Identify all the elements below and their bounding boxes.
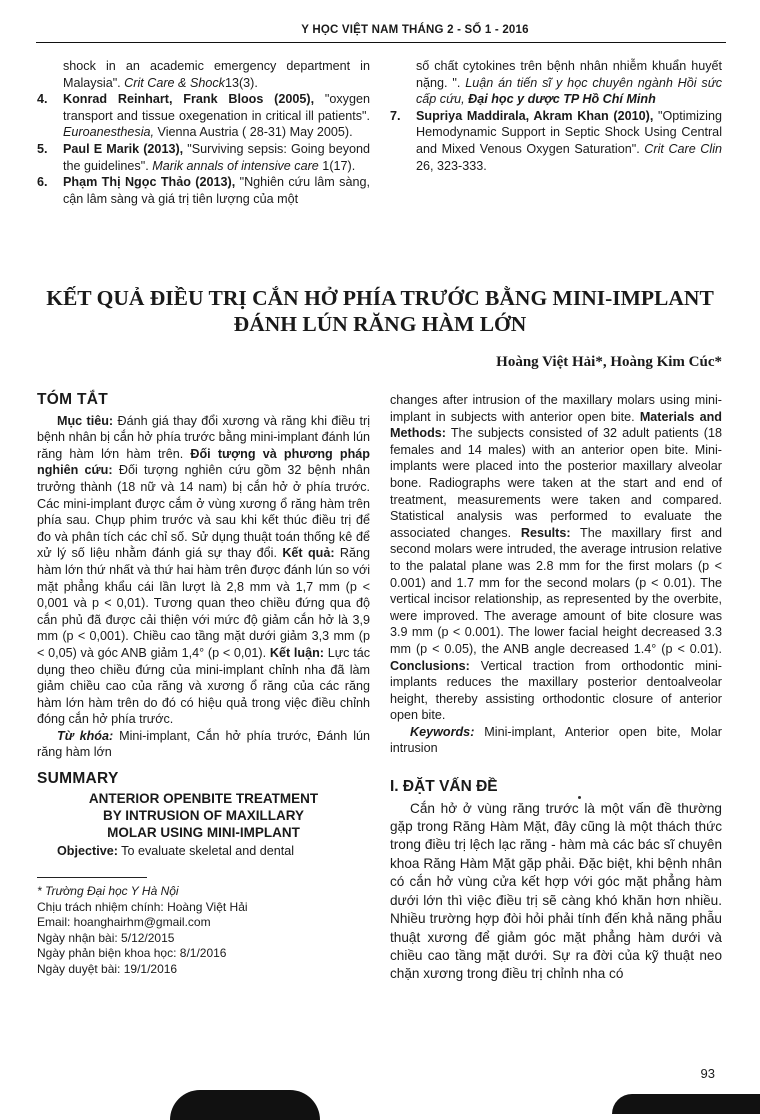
reference-4: 4. Konrad Reinhart, Frank Bloos (2005), "oxygen transport and tissue oxegenation in critical ill patients". Euroanesthesia, Vienna Austria ( 28-31) May 2005).	[37, 92, 370, 140]
references-right	[390, 58, 722, 174]
footnote: * Trường Đại học Y Hà Nội Chịu trách nhiệm chính: Hoàng Việt Hải Email: hoanghairhm@gmail.com Ngày nhận bài: 5/12/2015 Ngày phản biện khoa học: 8/1/2016 Ngày duyệt bài: 19/1/2016	[37, 884, 248, 976]
summary-objective: Objective: To evaluate skeletal and dental	[57, 843, 295, 858]
reference-7: 7. Supriya Maddirala, Akram Khan (2010), "Optimizing Hemodynamic Support in Septic Shock Using Central and Mixed Venous Oxygen Saturation". Crit Care Clin 26, 323-333.	[390, 108, 723, 173]
footnote-rule	[37, 877, 147, 878]
scan-speck	[578, 796, 581, 799]
abstract-heading: TÓM TẮT	[37, 391, 108, 408]
article-authors: Hoàng Việt Hải*, Hoàng Kim Cúc*	[496, 354, 722, 370]
article-title-line-1: KẾT QUẢ ĐIỀU TRỊ CẮN HỞ PHÍA TRƯỚC BẰNG MINI-IMPLANT	[46, 286, 714, 310]
keywords-vietnamese: Từ khóa: Mini-implant, Cắn hở phía trước, Đánh lún răng hàm lớn	[37, 728, 370, 760]
summary-heading: SUMMARY	[37, 770, 119, 788]
intro-heading: I. ĐẶT VẤN ĐỀ	[390, 778, 498, 796]
summary-title: ANTERIOR OPENBITE TREATMENT BY INTRUSION OF MAXILLARY MOLAR USING MINI-IMPLANT	[88, 790, 319, 840]
abstract-right-column	[390, 392, 722, 984]
article-title	[40, 285, 720, 337]
scan-artifact-left	[170, 1090, 320, 1120]
scan-artifact-right	[612, 1094, 760, 1114]
reference-5: 5. Paul E Marik (2013), "Surviving sepsis: Going beyond the guidelines". Marik annals of intensive care 1(17).	[37, 141, 371, 173]
intro-paragraph: Cắn hở ở vùng răng trước là một vấn đề thường gặp trong Răng Hàm Mặt, đây cũng là một thách thức trong điều trị lệch lạc răng - hàm mà các bác sĩ chuyên khoa Răng Hàm Mặt gặp phải. Đặc biệt, khi bệnh nhân có cắn hở vùng cửa kết hợp với góc mặt phẳng hàm dưới lớn thì việc điều trị sẽ càng khó khăn hơn nhiều. Nhiều trường hợp đòi hỏi phải tính đến khả năng phẫu thuật xương để giảm góc mặt phẳng hàm dưới và chiều cao tầng mặt dưới. Sự ra đời của kỹ thuật neo chặn xương trong điều trị chỉnh nha có	[390, 800, 722, 982]
reference-6-cont: số chất cytokines trên bệnh nhân nhiễm khuẩn huyết nặng. ". Luận án tiến sĩ y học chuyên ngành Hồi sức cấp cứu, Đại học y dược TP Hồ Chí Minh	[416, 59, 723, 107]
references-left	[37, 58, 370, 207]
abstract-left-column	[37, 392, 370, 977]
header-rule	[36, 42, 726, 43]
running-header: Y HỌC VIỆT NAM THÁNG 2 - SỐ 1 - 2016	[301, 24, 529, 36]
keywords-english: Keywords: Mini-implant, Anterior open bite, Molar intrusion	[390, 724, 722, 756]
reference-3-cont: shock in an academic emergency department in Malaysia". Crit Care & Shock13(3).	[63, 59, 370, 90]
reference-6: 6. Phạm Thị Ngọc Thảo (2013), "Nghiên cứu lâm sàng, cận lâm sàng và giá trị tiên lượng của một	[37, 175, 370, 206]
abstract-english: changes after intrusion of the maxillary molars using mini-implant in subjects with anterior open bite. Materials and Methods: The subjects consisted of 32 adult patients (18 females and 14 males) with an anterior open bite. Mini-implants were placed into the posterior maxillary alveolar bone. Radiographs were taken at the start and end of treatment, measurements were taken and compared. Statistical analysis was performed to evaluate the associated changes. Results: The maxillary first and second molars were intruded, the average intrusion relative to the palatal plane was 2.8 mm for the first molars (p < 0.001) and 1.7 mm for the second molars (p < 0.01). The vertical incisor relationship, as represented by the overbite, were improved. The average amount of bite closure was 3.9 mm (p < 0.001). The lower facial height decreased 3.3 mm (p < 0.05), the ANB angle decreased 1.4° (p < 0.01). Conclusions: Vertical traction from orthodontic mini-implants reduces the maxillary posterior dentoalveolar height, thereby assisting orthodontic closure of anterior open bite.	[390, 393, 722, 723]
article-title-line-2: ĐÁNH LÚN RĂNG HÀM LỚN	[233, 312, 527, 336]
abstract-vietnamese: Mục tiêu: Đánh giá thay đổi xương và răng khi điều trị bệnh nhân bị cắn hở phía trước bằng mini-implant đánh lún răng hàm lớn hàm trên. Đối tượng và phương pháp nghiên cứu: Đối tượng nghiên cứu gồm 32 bệnh nhân trưởng thành (18 nữ và 14 nam) bị cắn hở ở phía trước. Các mini-implant được cắm ở vùng xương ổ răng hàm trên phía sau. Chụp phim trước và sau khi kết thúc điều trị để đo và phân tích các chỉ số. Sử dụng thuật toán thống kê để xử lý số liệu nhằm đánh giá sự thay đổi. Kết quả: Răng hàm lớn thứ nhất và thứ hai hàm trên được đánh lún so với mặt phẳng khẩu cái lần lượt là 2,8 mm và 1,7 mm (p < 0,001 và p < 0,01). Tương quan theo chiều đứng qua độ cắn phủ đã được cải thiện với mức độ giảm cắn hở là 3,9 mm (p < 0,001). Chiều cao tầng mặt dưới giảm 3,3 mm (p < 0,05) và góc ANB giảm 1,4° (p < 0,01). Kết luận: Lực tác dụng theo chiều đứng của mini-implant chỉnh nha đã làm giảm chiều cao của răng và xương ổ răng của các răng hàm lớn hàm trên do đó có hiệu quả trong việc điều chỉnh đóng cắn hở phía trước.	[37, 413, 371, 727]
page-number: 93	[700, 1066, 715, 1081]
